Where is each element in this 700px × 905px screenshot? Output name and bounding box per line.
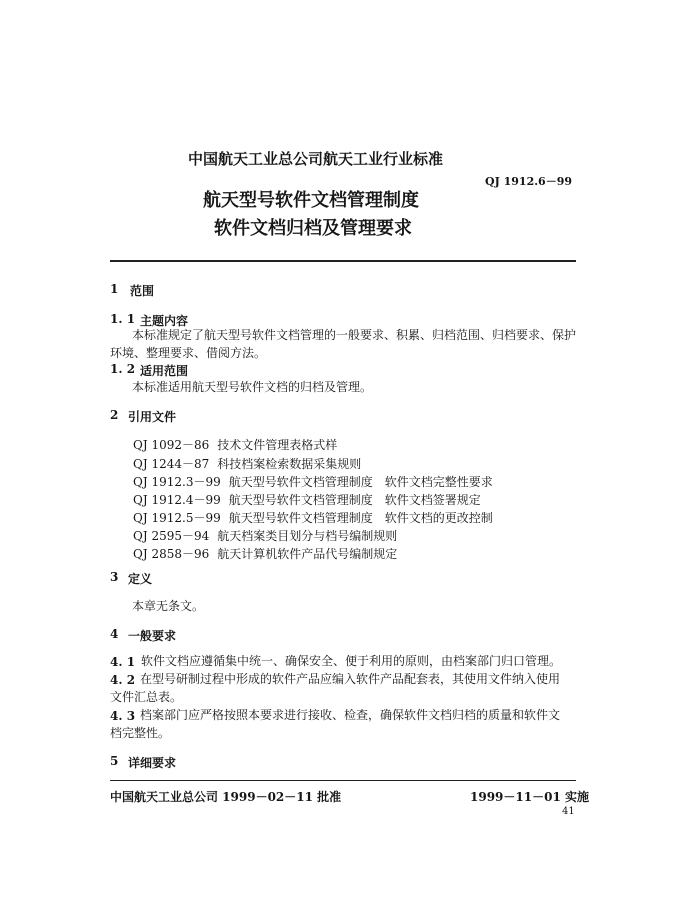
section-2-number: 2 — [110, 408, 119, 422]
section-5-number: 5 — [110, 754, 119, 768]
section-1-1-text: 本标准规定了航天型号软件文档管理的一般要求、积累、归档范围、归档要求、保护环境、整理要求、借阅方法。 — [110, 328, 577, 360]
reference-item — [133, 545, 397, 562]
clause-4-2-text: 在型号研制过程中形成的软件产品应编入软件产品配套表，其使用文件纳入使用文件汇总表。 — [110, 672, 561, 704]
footer-divider — [110, 780, 576, 781]
org-standard-heading: 中国航天工业总公司航天工业行业标准 — [188, 150, 444, 168]
reference-code: QJ 1912.4－99 — [133, 493, 221, 507]
reference-title: 技术文件管理表格式样 — [217, 438, 338, 452]
section-1-title: 范围 — [130, 284, 155, 298]
reference-item — [133, 491, 481, 508]
reference-title: 科技档案检索数据采集规则 — [217, 457, 362, 471]
clause-4-3-text: 档案部门应严格按照本要求进行接收、检查，确保软件文档归档的质量和软件文档完整性。 — [110, 708, 561, 740]
reference-item — [133, 527, 397, 544]
section-1-1-number: 1. 1 — [110, 312, 136, 326]
title-line-1: 航天型号软件文档管理制度 — [203, 190, 419, 211]
reference-code: QJ 1912.5－99 — [133, 511, 221, 525]
section-3-number: 3 — [110, 570, 119, 584]
section-3-title: 定义 — [128, 572, 153, 586]
section-2-title: 引用文件 — [128, 410, 177, 424]
reference-item — [133, 509, 493, 526]
page-number: 41 — [562, 806, 575, 817]
reference-item — [133, 436, 337, 453]
section-1-2-number: 1. 2 — [110, 362, 136, 376]
section-1-2-text: 本标准适用航天型号软件文档的归档及管理。 — [132, 380, 373, 394]
clause-4-1-text: 软件文档应遵循集中统一、确保安全、便于利用的原则，由档案部门归口管理。 — [141, 654, 562, 668]
section-4-title: 一般要求 — [128, 629, 177, 643]
reference-item — [133, 455, 361, 472]
standard-number: QJ 1912.6－99 — [485, 175, 573, 188]
section-3-text: 本章无条文。 — [132, 599, 205, 613]
reference-title: 航天型号软件文档管理制度 软件文档签署规定 — [228, 493, 481, 507]
clause-4-3-number: 4. 3 — [110, 709, 136, 723]
title-line-2: 软件文档归档及管理要求 — [214, 218, 412, 239]
clause-4-1-number: 4. 1 — [110, 655, 136, 669]
section-5-title: 详细要求 — [128, 756, 177, 770]
section-1-number: 1 — [110, 282, 119, 296]
section-1-2-title: 适用范围 — [140, 364, 189, 378]
section-4-number: 4 — [110, 627, 119, 641]
reference-code: QJ 1912.3－99 — [133, 475, 221, 489]
reference-title: 航天型号软件文档管理制度 软件文档的更改控制 — [228, 511, 493, 525]
reference-code: QJ 1092－86 — [133, 438, 210, 452]
reference-code: QJ 2858－96 — [133, 547, 210, 561]
reference-item — [133, 473, 493, 490]
reference-code: QJ 2595－94 — [133, 529, 210, 543]
section-1-1-title: 主题内容 — [140, 314, 189, 328]
reference-title: 航天档案类目划分与档号编制规则 — [217, 529, 398, 543]
approval-line: 中国航天工业总公司 1999－02－11 批准 — [110, 790, 342, 804]
reference-code: QJ 1244－87 — [133, 457, 210, 471]
implementation-line: 1999－11－01 实施 — [470, 790, 589, 804]
header-divider — [110, 260, 576, 262]
clause-4-2-number: 4. 2 — [110, 673, 136, 687]
reference-title: 航天型号软件文档管理制度 软件文档完整性要求 — [228, 475, 493, 489]
reference-title: 航天计算机软件产品代号编制规定 — [217, 547, 398, 561]
